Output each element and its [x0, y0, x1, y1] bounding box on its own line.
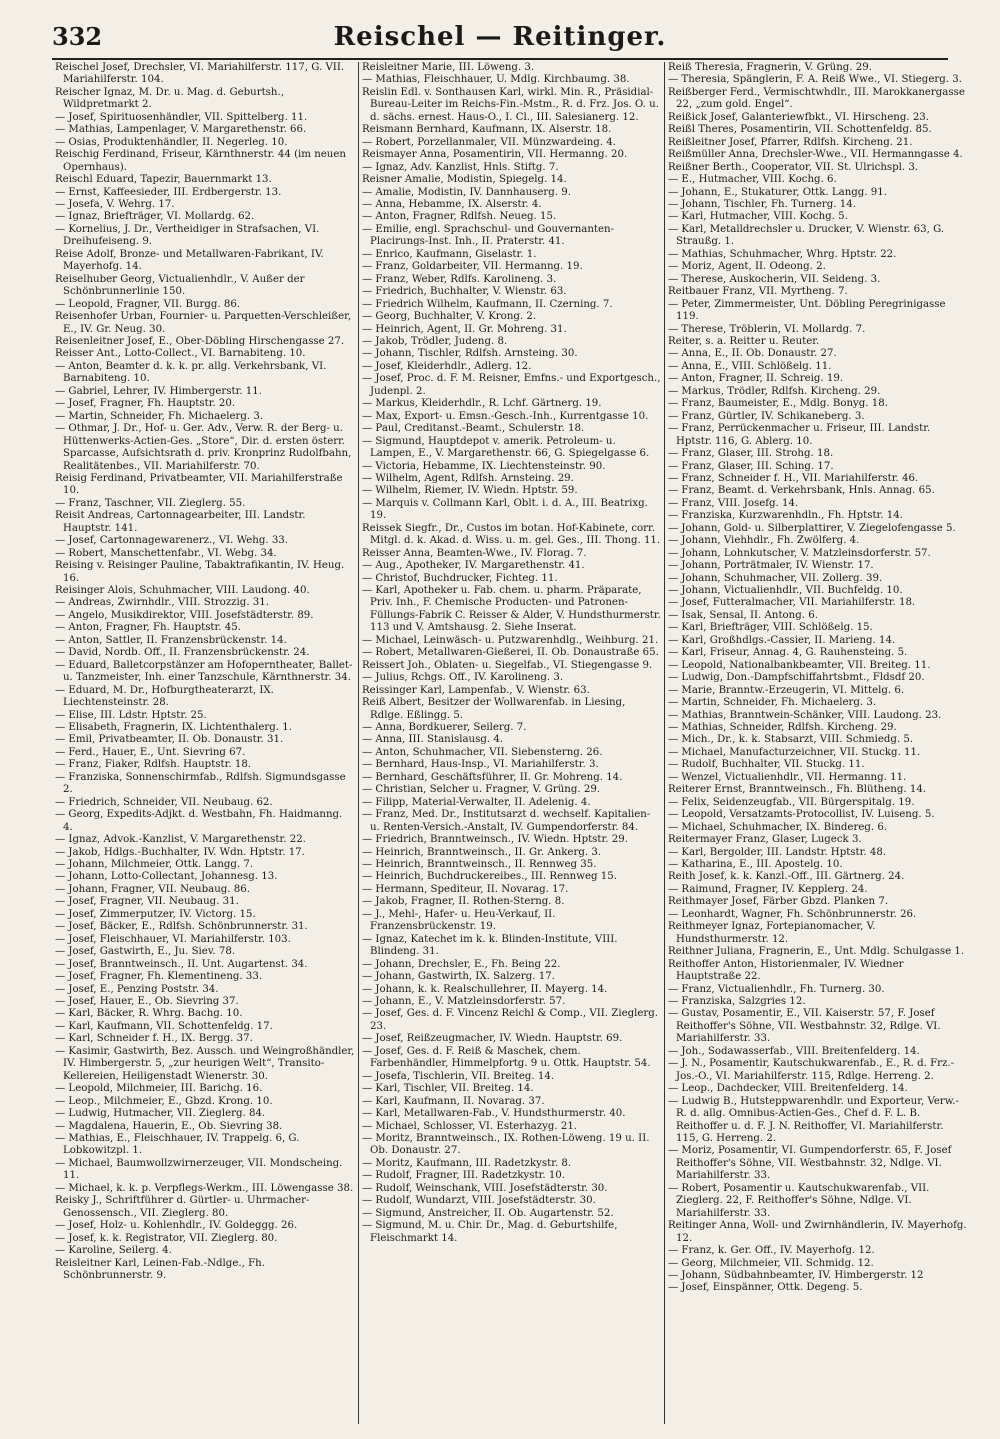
directory-entry: Reisenleitner Josef, E., Ober-Döbling Hirschengasse 27.: [55, 335, 345, 347]
column-right: [664, 62, 970, 1424]
directory-entry: — Filipp, Material-Verwalter, II. Adelenig. 4.: [362, 796, 591, 808]
directory-entry: — Therese, Tröblerin, VI. Mollardg. 7.: [668, 323, 866, 335]
directory-entry: — Leonhardt, Wagner, Fh. Schönbrunnerstr. 26.: [668, 908, 917, 920]
directory-entry: — Magdalena, Hauerin, E., Ob. Sievring 38.: [55, 1120, 283, 1132]
directory-entry: — Josef, Futteralmacher, VII. Mariahilferstr. 18.: [668, 597, 916, 609]
directory-entry: — Franz, k. Ger. Off., IV. Mayerhofg. 12.: [668, 1245, 875, 1257]
directory-entry: Reißick Josef, Galanteriewfbkt., VI. Hirscheng. 23.: [668, 111, 930, 123]
directory-entry: — Julius, Rchgs. Off., IV. Karolineng. 3.: [362, 672, 564, 684]
page-title: Reischel — Reitinger.: [333, 22, 667, 52]
directory-entry: Reisit Andreas, Cartonnagearbeiter, III. Landstr. Hauptstr. 141.: [55, 510, 306, 534]
directory-entry: Reiterer Ernst, Branntweinsch., Fh. Blütheng. 14.: [668, 784, 927, 796]
directory-entry: — Wilhelm, Riemer, IV. Wiedn. Hptstr. 59.: [362, 485, 578, 497]
directory-entry: — Josef, Bäcker, E., Rdlfsh. Schönbrunnerstr. 31.: [55, 921, 308, 933]
directory-entry: — Karl, Friseur, Annag. 4, G. Rauhensteing. 5.: [668, 647, 908, 659]
directory-entry: — Mathias, Schuhmacher, Whrg. Hptstr. 22.: [668, 248, 897, 260]
directory-entry: — Johann, Südbahnbeamter, IV. Himbergerstr. 12: [668, 1269, 924, 1281]
directory-entry: — Othmar, J. Dr., Hof- u. Ger. Adv., Verw. R. der Berg- u. Hüttenwerks-Actien-Ges. „Store“, Dir. d. ersten österr. Sparcasse, Aufsichtsrath d. priv. Kronprinz Rudolfbahn, Realitätenbes., VII. Mariahilferstr. 70.: [55, 423, 352, 472]
directory-entry: — Leop., Milchmeier, E., Gbzd. Krong. 10.: [55, 1095, 273, 1107]
directory-entry: — Heinrich, Agent, II. Gr. Mohreng. 31.: [362, 323, 567, 335]
directory-entry: Reise Adolf, Bronze- und Metallwaren-Fabrikant, IV. Mayerhofg. 14.: [55, 248, 324, 273]
directory-entry: — Johann, Milchmeier, Ottk. Langg. 7.: [55, 859, 254, 870]
directory-entry: — Karl, Großhdlgs.-Cassier, II. Marieng. 14.: [668, 634, 896, 646]
directory-entry: — Karl, Kaufmann, VII. Schottenfeldg. 17.: [55, 1020, 273, 1032]
directory-entry: — Karl, Briefträger, VIII. Schlößelg. 15.: [668, 622, 873, 634]
directory-entry: — Anton, Fragner, Fh. Hauptstr. 45.: [55, 622, 241, 634]
directory-entry: — Hermann, Spediteur, II. Novarag. 17.: [362, 883, 569, 895]
directory-entry: — Anna, E., II. Ob. Donaustr. 27.: [668, 348, 837, 360]
directory-entry: — Jakob, Trödler, Judeng. 8.: [362, 335, 508, 347]
directory-entry: — Michael, Baumwollzwirnerzeuger, VII. Mondscheing. 11.: [55, 1157, 343, 1182]
directory-entry: — Josef, Fleischhauer, VI. Mariahilferstr. 103.: [55, 933, 291, 945]
directory-entry: Reisser Ant., Lotto-Collect., VI. Barnabiteng. 10.: [55, 348, 306, 360]
directory-entry: — Johann, Lohnkutscher, V. Matzleinsdorferstr. 57.: [668, 547, 931, 559]
directory-entry: Reißberger Ferd., Vermischtwhdlr., III. Marokkanergasse 22, „zum gold. Engel“.: [668, 86, 965, 111]
directory-entry: — Friedrich, Branntweinsch., IV. Wiedn. Hptstr. 29.: [362, 834, 628, 846]
directory-entry: Reitbauer Franz, VII. Myrtheng. 7.: [668, 286, 848, 298]
directory-entry: Reith Josef, k. k. Kanzl.-Off., III. Gärtnerg. 24.: [668, 871, 905, 883]
directory-entry: — Mathias, Fleischhauer, U. Mdlg. Kirchbaumg. 38.: [362, 74, 630, 86]
directory-entry: — Franz, Glaser, III. Strohg. 18.: [668, 448, 834, 460]
directory-entry: — Franz, Gürtler, IV. Schikaneberg. 3.: [668, 410, 865, 422]
directory-entry: — Jakob, Fragner, II. Rothen-Sterng. 8.: [362, 896, 565, 908]
directory-entry: — Johann, Tischler, Rdlfsh. Arnsteing. 30.: [362, 348, 578, 360]
directory-entry: — Mathias, E., Fleischhauer, IV. Trappelg. 6, G. Lobkowitzpl. 1.: [55, 1132, 300, 1157]
directory-entry: — Leopold, Fragner, VII. Burgg. 86.: [55, 298, 241, 310]
directory-entry: Reising v. Reisinger Pauline, Tabaktrafikantin, IV. Heug. 16.: [55, 560, 345, 584]
directory-entry: — Friedrich, Buchhalter, V. Wienstr. 63.: [362, 286, 567, 298]
directory-entry: — Johann, Gold- u. Silberplattirer, V. Ziegelofengasse 5.: [668, 522, 956, 534]
directory-entry: — Rudolf, Weinschank, VIII. Josefstädterstr. 30.: [362, 1182, 608, 1194]
directory-entry: — Ludwig, Hutmacher, VII. Zieglerg. 84.: [55, 1108, 266, 1120]
directory-entry: — Markus, Trödler, Rdlfsh. Kircheng. 29.: [668, 385, 881, 397]
directory-columns: [52, 62, 970, 1424]
directory-entry: — Karl, Schneider f. H., IX. Bergg. 37.: [55, 1033, 253, 1045]
directory-entry: — Josef, E., Penzing Poststr. 34.: [55, 983, 219, 995]
directory-entry: — Peter, Zimmermeister, Unt. Döbling Peregrinigasse 119.: [668, 298, 946, 323]
directory-entry: — Josef, Cartonnagewarenerz., VI. Wehg. 33.: [55, 535, 289, 547]
directory-entry: Reischer Ignaz, M. Dr. u. Mag. d. Geburtsh., Wildpretmarkt 2.: [55, 86, 284, 111]
directory-entry: — Karl, Tischler, VII. Breiteg. 14.: [362, 1083, 534, 1095]
directory-entry: — Sigmund, Anstreicher, II. Ob. Augartenstr. 52.: [362, 1207, 614, 1219]
column-middle: [358, 62, 664, 1424]
directory-entry: — Josef, Einspänner, Ottk. Degeng. 5.: [668, 1282, 863, 1294]
directory-entry: Reißl Theres, Posamentirin, VII. Schottenfeldg. 85.: [668, 124, 932, 136]
directory-entry: — Joh., Sodawasserfab., VIII. Breitenfelderg. 14.: [668, 1045, 920, 1057]
directory-entry: — Franz, Glaser, III. Sching. 17.: [668, 460, 834, 472]
directory-entry: — Leop., Dachdecker, VIII. Breitenfelderg. 14.: [668, 1083, 908, 1095]
directory-entry: — Michael, Schuhmacher, IX. Bindereg. 6.: [668, 821, 888, 833]
directory-entry: — Rudolf, Wundarzt, VIII. Josefstädterstr. 30.: [362, 1195, 596, 1207]
directory-entry: — Mathias, Lampenlager, V. Margarethenstr. 66.: [55, 124, 307, 136]
directory-entry: Reisig Ferdinand, Privatbeamter, VII. Mariahilferstraße 10.: [55, 472, 343, 497]
directory-entry: — Enrico, Kaufmann, Giselastr. 1.: [362, 248, 537, 260]
directory-entry: — Johann, Lotto-Collectant, Johannesg. 13.: [55, 871, 278, 883]
directory-entry: — Ignaz, Adv. Kanzlist, Hnls. Stiftg. 7.: [362, 161, 559, 173]
directory-entry: — Josef, Fragner, Fh. Hauptstr. 20.: [55, 398, 236, 410]
column-left: [52, 62, 358, 1424]
header-rule: [52, 58, 948, 60]
directory-entry: — Josef, Fragner, Fh. Klementineng. 33.: [55, 971, 263, 983]
directory-entry: — Franz, VIII. Josefg. 14.: [668, 497, 799, 509]
directory-entry: — Raimund, Fragner, IV. Kepplerg. 24.: [668, 883, 868, 895]
directory-entry: — Georg, Buchhalter, V. Krong. 2.: [362, 311, 537, 323]
directory-entry: — Michael, k. k. p. Verpflegs-Werkm., III. Löwengasse 38.: [55, 1182, 354, 1194]
directory-entry: — Johann, Gastwirth, IX. Salzerg. 17.: [362, 971, 555, 983]
directory-entry: — Ludwig, Don.-Dampfschiffahrtsbmt., Fldsdf 20.: [668, 672, 925, 684]
directory-entry: — Karl, Metallwaren-Fab., V. Hundsthurmerstr. 40.: [362, 1108, 626, 1120]
directory-entry: — J., Mehl-, Hafer- u. Heu-Verkauf, II. Franzensbrückenstr. 19.: [362, 908, 556, 933]
directory-entry: — Jakob, Hdlgs.-Buchhalter, IV. Wdn. Hptstr. 17.: [55, 846, 305, 858]
directory-entry: Reithmeyer Ignaz, Fortepianomacher, V. Hundsthurmerstr. 12.: [668, 921, 876, 945]
directory-entry: — Anton, Fragner, II. Schreig. 19.: [668, 373, 844, 385]
directory-entry: — Franz, Goldarbeiter, VII. Hermanng. 19.: [362, 261, 583, 273]
directory-entry: Reissinger Karl, Lampenfab., V. Wienstr. 63.: [362, 684, 590, 696]
directory-entry: — Therese, Auskocherin, VII. Seideng. 3.: [668, 273, 881, 285]
directory-entry: — Max, Export- u. Emsn.-Gesch.-Inh., Kurrentgasse 10.: [362, 410, 649, 422]
directory-entry: — Ignaz, Briefträger, VI. Mollardg. 62.: [55, 211, 255, 223]
directory-entry: — Wilhelm, Agent, Rdlfsh. Arnsteing. 29.: [362, 472, 574, 484]
directory-entry: Reismayer Anna, Posamentirin, VII. Hermanng. 20.: [362, 149, 628, 161]
directory-entry: — Josef, k. k. Registrator, VII. Zieglerg. 80.: [55, 1232, 278, 1244]
directory-entry: — Amalie, Modistin, IV. Dannhauserg. 9.: [362, 186, 571, 198]
directory-entry: — Eduard, Balletcorpstänzer am Hofoperntheater, Ballet- u. Tanzmeister, Inh. einer Tanzschule, Kärnthnerstr. 34.: [55, 659, 353, 684]
directory-entry: — Emilie, engl. Sprachschul- und Gouvernanten-Placirungs-Inst. Inh., II. Praterstr. 41.: [362, 223, 615, 248]
directory-entry: Reisinger Alois, Schuhmacher, VIII. Laudong. 40.: [55, 585, 310, 597]
directory-entry: Reisleitner Karl, Leinen-Fab.-Ndlge., Fh. Schönbrunnerstr. 9.: [55, 1257, 265, 1281]
directory-entry: — E., Hutmacher, VIII. Kochg. 6.: [668, 174, 837, 186]
directory-entry: — Heinrich, Buchdruckereibes., III. Rennweg 15.: [362, 871, 617, 883]
directory-entry: — Sigmund, M. u. Chir. Dr., Mag. d. Geburtshilfe, Fleischmarkt 14.: [362, 1220, 618, 1244]
directory-entry: — Ludwig B., Hutsteppwarenhdlr. und Exporteur, Verw.-R. d. allg. Omnibus-Actien-Ges., Chef d. F. L. B. Reithoffer u. d. F. J. N. Reithoffer, VI. Mariahilferstr. 115, G. Herreng. 2.: [668, 1095, 959, 1144]
directory-entry: Reithner Juliana, Fragnerin, E., Unt. Mdlg. Schulgasse 1.: [668, 946, 965, 958]
directory-entry: — Ignaz, Advok.-Kanzlist, V. Margarethenstr. 22.: [55, 834, 306, 846]
directory-entry: — Eduard, M. Dr., Hofburgtheaterarzt, IX. Liechtensteinstr. 28.: [55, 684, 274, 709]
directory-entry: — Karl, Bergolder, III. Landstr. Hptstr. 48.: [668, 846, 887, 858]
directory-entry: Reisner Amalie, Modistin, Spiegelg. 14.: [362, 174, 567, 186]
directory-entry: — Isak, Sensal, II. Antong. 6.: [668, 609, 818, 621]
directory-entry: Reiß Theresia, Fragnerin, V. Grüng. 29.: [668, 62, 872, 73]
directory-entry: — Johann, Victualienhdlr., VII. Buchfeldg. 10.: [668, 585, 903, 597]
directory-entry: — Robert, Posamentir u. Kautschukwarenfab., VII. Zieglerg. 22, F. Reithoffer's Söhne, Ndlge. VI. Mariahilferstr. 33.: [668, 1182, 930, 1219]
directory-entry: — Marie, Branntw.-Erzeugerin, VI. Mittelg. 6.: [668, 684, 905, 696]
directory-entry: — Rudolf, Buchhalter, VII. Stuckg. 11.: [668, 759, 865, 771]
directory-entry: — Heinrich, Branntweinsch., II. Gr. Ankerg. 3.: [362, 846, 602, 858]
directory-entry: Reisky J., Schriftführer d. Gürtler- u. Uhrmacher-Genossensch., VII. Zieglerg. 80.: [55, 1195, 310, 1219]
directory-entry: — Franz, Taschner, VII. Zieglerg. 55.: [55, 497, 246, 509]
directory-entry: — Andreas, Zwirnhdlr., VIII. Strozzig. 31.: [55, 597, 270, 609]
directory-entry: — Franziska, Kurzwarenhdln., Fh. Hptstr. 14.: [668, 510, 903, 522]
directory-entry: — Moriz, Posamentir, VI. Gumpendorferstr. 65, F. Josef Reithoffer's Söhne, VII. Westbahnstr. 32, Ndlge. VI. Mariahilferstr. 33.: [668, 1145, 952, 1182]
directory-entry: — Robert, Metallwaren-Gießerei, II. Ob. Donaustraße 65.: [362, 647, 659, 659]
directory-entry: — Johann, Porträtmaler, IV. Wienstr. 17.: [668, 560, 874, 572]
directory-entry: — Franziska, Salzgries 12.: [668, 995, 806, 1007]
directory-entry: Reischl Eduard, Tapezir, Bauernmarkt 13.: [55, 174, 272, 186]
directory-entry: — Katharina, E., III. Apostelg. 10.: [668, 859, 843, 870]
directory-entry: — Josef, Fragner, VII. Neubaug. 31.: [55, 896, 239, 908]
directory-entry: — Martin, Schneider, Fh. Michaelerg. 3.: [668, 697, 877, 709]
directory-entry: — Heinrich, Branntweinsch., II. Rennweg 35.: [362, 859, 597, 870]
directory-entry: — Bernhard, Geschäftsführer, II. Gr. Mohreng. 14.: [362, 771, 623, 783]
directory-entry: — Franz, Fiaker, Rdlfsh. Hauptstr. 18.: [55, 759, 252, 771]
directory-entry: — Anna, Bordkuerer, Seilerg. 7.: [362, 722, 527, 734]
directory-entry: — Anna, Hebamme, IX. Alserstr. 4.: [362, 198, 542, 210]
directory-entry: — Michael, Schlosser, VI. Esterhazyg. 21.: [362, 1120, 578, 1132]
directory-entry: — Gabriel, Lehrer, IV. Himbergerstr. 11.: [55, 385, 262, 397]
directory-entry: — Johann, Viehhdlr., Fh. Zwölferg. 4.: [668, 535, 860, 547]
directory-entry: Reischel Josef, Drechsler, VI. Mariahilferstr. 117, G. VII. Mariahilferstr. 104.: [55, 62, 345, 86]
directory-entry: — Josef, Proc. d. F. M. Reisner, Emfns.- und Exportgesch., Judenpl. 2.: [362, 373, 661, 397]
directory-entry: Reissek Siegfr., Dr., Custos im botan. Hof-Kabinete, corr. Mitgl. d. k. Akad. d. Wiss. u. m. gel. Ges., III. Thong. 11.: [362, 522, 661, 547]
directory-entry: — Kornelius, J. Dr., Vertheidiger in Strafsachen, VI. Dreihufeiseng. 9.: [55, 223, 320, 248]
directory-entry: — Anna, III. Stanislausg. 4.: [362, 734, 504, 746]
directory-entry: — Franz, Med. Dr., Institutsarzt d. wechself. Kapitalien- u. Renten-Versich.-Anstalt, IV. Gumpendorferstr. 84.: [362, 809, 651, 833]
directory-entry: — Josef, Kleiderhdlr., Adlerg. 12.: [362, 360, 532, 372]
directory-entry: — Franz, Beamt. d. Verkehrsbank, Hnls. Annag. 65.: [668, 485, 935, 497]
directory-entry: — Josef, Branntweinsch., II. Unt. Augartenst. 34.: [55, 958, 308, 970]
directory-entry: — Anton, Beamter d. k. k. pr. allg. Verkehrsbank, VI. Barnabiteng. 10.: [55, 360, 327, 385]
directory-entry: — Josef, Hauer, E., Ob. Sievring 37.: [55, 995, 239, 1007]
directory-entry: — Ferd., Hauer, E., Unt. Sievring 67.: [55, 746, 246, 758]
directory-entry: — Wenzel, Victualienhdlr., VII. Hermanng. 11.: [668, 771, 907, 783]
directory-entry: Reiselhuber Georg, Victualienhdlr., V. Außer der Schönbrunnerlinie 150.: [55, 273, 305, 298]
directory-entry: — Michael, Manufacturzeichner, VII. Stuckg. 11.: [668, 746, 921, 758]
directory-entry: — Mathias, Branntwein-Schänker, VIII. Laudong. 23.: [668, 709, 942, 721]
directory-entry: — Georg, Expedits-Adjkt. d. Westbahn, Fh. Haidmanng. 4.: [55, 809, 343, 833]
directory-entry: Reisleitner Marie, III. Löweng. 3.: [362, 62, 535, 73]
directory-entry: — Johann, Fragner, VII. Neubaug. 86.: [55, 883, 250, 895]
directory-entry: — Martin, Schneider, Fh. Michaelerg. 3.: [55, 410, 264, 422]
directory-entry: — Johann, Schuhmacher, VII. Zollerg. 39.: [668, 572, 883, 584]
directory-entry: — Josef, Ges. d. F. Reiß & Maschek, chem. Farbenhändler, Himmelpfortg. 9 u. Ottk. Hauptstr. 54.: [362, 1045, 651, 1070]
directory-entry: — Franz, Victualienhdlr., Fh. Turnerg. 30.: [668, 983, 885, 995]
directory-entry: — Kasimir, Gastwirth, Bez. Aussch. und Weingroßhändler, IV. Himbergerstr. 5, „zur heurigen Welt“, Transito-Kellereien, Heiligenstadt Wienerstr. 30.: [55, 1045, 355, 1082]
directory-entry: — Franziska, Sonnenschirmfab., Rdlfsh. Sigmundsgasse 2.: [55, 771, 346, 796]
directory-entry: Reisenhofer Urban, Fournier- u. Parquetten-Verschleißer, E., IV. Gr. Neug. 30.: [55, 311, 352, 335]
directory-entry: Reischig Ferdinand, Friseur, Kärnthnerstr. 44 (im neuen Opernhaus).: [55, 149, 346, 173]
directory-entry: — Anton, Fragner, Rdlfsh. Neueg. 15.: [362, 211, 557, 223]
directory-entry: — Karl, Kaufmann, II. Novarag. 37.: [362, 1095, 545, 1107]
directory-entry: Reislin Edl. v. Sonthausen Karl, wirkl. Min. R., Präsidial-Bureau-Leiter im Reichs-Fin.-Mstm., R. d. Frz. Jos. O. u. d. sächs. ernest. Haus-O., I. Cl., III. Salesianerg. 12.: [362, 86, 659, 123]
directory-entry: Reißmüller Anna, Drechsler-Wwe., VII. Hermanngasse 4.: [668, 149, 963, 161]
directory-entry: — Josef, Ges. d. F. Vincenz Reichl & Comp., VII. Zieglerg. 23.: [362, 1008, 659, 1032]
directory-entry: — Johann, E., Stukaturer, Ottk. Langg. 91.: [668, 186, 888, 198]
directory-entry: — J. N., Posamentir, Kautschukwarenfab., E., R. d. Frz.-Jos.-O., VI. Mariahilferstr. 115, Rdlge. Herreng. 2.: [668, 1058, 955, 1082]
directory-entry: — Moriz, Agent, II. Odeong. 2.: [668, 261, 826, 273]
directory-entry: Reismann Bernhard, Kaufmann, IX. Alserstr. 18.: [362, 124, 612, 136]
directory-entry: — Bernhard, Haus-Insp., VI. Mariahilferstr. 3.: [362, 759, 599, 771]
directory-entry: — Christof, Buchdrucker, Fichteg. 11.: [362, 572, 558, 584]
directory-entry: Reithoffer Anton, Historienmaler, IV. Wiedner Hauptstraße 22.: [668, 958, 904, 983]
directory-entry: Reiß Albert, Besitzer der Wollwarenfab. in Liesing, Rdlge. Eßlingg. 5.: [362, 697, 626, 721]
directory-entry: — Leopold, Nationalbankbeamter, VII. Breiteg. 11.: [668, 659, 931, 671]
directory-entry: — Karl, Metalldrechsler u. Drucker, V. Wienstr. 63, G. Straußg. 1.: [668, 223, 945, 248]
directory-entry: — Robert, Manschettenfabr., VI. Webg. 34.: [55, 547, 277, 559]
directory-entry: — Friedrich, Schneider, VII. Neubaug. 62.: [55, 796, 273, 808]
directory-entry: — Angelo, Musikdirektor, VIII. Josefstädterstr. 89.: [55, 609, 314, 621]
directory-entry: — Josef, Spirituosenhändler, VII. Spittelberg. 11.: [55, 111, 308, 123]
directory-entry: — Emil, Privatbeamter, II. Ob. Donaustr. 31.: [55, 734, 284, 746]
directory-entry: Reitermayer Franz, Glaser, Lugeck 3.: [668, 834, 862, 846]
directory-entry: Reitinger Anna, Woll- und Zwirnhändlerin, IV. Mayerhofg. 12.: [668, 1220, 967, 1244]
directory-entry: — Mich., Dr., k. k. Stabsarzt, VIII. Schmiedg. 5.: [668, 734, 914, 746]
directory-entry: — Anna, E., VIII. Schlößelg. 11.: [668, 360, 832, 372]
directory-entry: — Christian, Selcher u. Fragner, V. Grüng. 29.: [362, 784, 601, 796]
directory-entry: — Franz, Baumeister, E., Mdlg. Bonyg. 18.: [668, 398, 888, 410]
directory-entry: — Markus, Kleiderhdlr., R. Lchf. Gärtnerg. 19.: [362, 398, 602, 410]
directory-entry: — Johann, Tischler, Fh. Turnerg. 14.: [668, 198, 856, 210]
directory-entry: — Josef, Zimmerputzer, IV. Victorg. 15.: [55, 908, 256, 920]
directory-entry: — Mathias, Schneider, Rdlfsh. Kircheng. 29.: [668, 722, 897, 734]
directory-entry: Reisser Anna, Beamten-Wwe., IV. Florag. 7.: [362, 547, 587, 559]
directory-entry: — Leopold, Milchmeier, III. Barichg. 16.: [55, 1083, 263, 1095]
directory-entry: — Anton, Sattler, II. Franzensbrückenstr. 14.: [55, 634, 287, 646]
directory-entry: — Theresia, Spänglerin, F. A. Reiß Wwe., VI. Stiegerg. 3.: [668, 74, 962, 86]
directory-entry: — Marquis v. Collmann Karl, Oblt. i. d. A., III. Beatrixg. 19.: [362, 497, 648, 522]
directory-entry: — Victoria, Hebamme, IX. Liechtensteinstr. 90.: [362, 460, 606, 472]
directory-entry: Reissert Joh., Oblaten- u. Siegelfab., VI. Stiegengasse 9.: [362, 659, 653, 671]
directory-entry: — Ernst, Kaffeesieder, III. Erdbergerstr. 13.: [55, 186, 282, 198]
directory-entry: — Moritz, Kaufmann, III. Radetzkystr. 8.: [362, 1157, 572, 1169]
directory-entry: — Elise, III. Ldstr. Hptstr. 25.: [55, 709, 207, 721]
directory-entry: Reithmayer Josef, Färber Gbzd. Planken 7.: [668, 896, 889, 908]
directory-entry: — Gustav, Posamentir, E., VII. Kaiserstr. 57, F. Josef Reithoffer's Söhne, VII. Westbahnstr. 32, Rdlge. VI. Mariahilferstr. 33.: [668, 1008, 941, 1045]
directory-entry: — Karl, Hutmacher, VIII. Kochg. 5.: [668, 211, 848, 223]
directory-entry: — Josefa, Tischlerin, VII. Breiteg. 14.: [362, 1070, 555, 1082]
directory-entry: — Johann, E., V. Matzleinsdorferstr. 57.: [362, 995, 566, 1007]
directory-entry: — Paul, Creditanst.-Beamt., Schulerstr. 18.: [362, 423, 585, 435]
directory-entry: — Josef, Reißzeugmacher, IV. Wiedn. Hauptstr. 69.: [362, 1033, 623, 1045]
directory-entry: — Robert, Porzellanmaler, VII. Münzwardeing. 4.: [362, 136, 617, 148]
directory-entry: — Felix, Seidenzeugfab., VII. Bürgerspitalg. 19.: [668, 796, 915, 808]
directory-entry: — Michael, Leinwäsch- u. Putzwarenhdlg., Weihburg. 21.: [362, 634, 659, 646]
directory-entry: — Friedrich Wilhelm, Kaufmann, II. Czerning. 7.: [362, 298, 613, 310]
directory-entry: — Rudolf, Fragner, III. Radetzkystr. 10.: [362, 1170, 566, 1182]
directory-entry: — Franz, Schneider f. H., VII. Mariahilferstr. 46.: [668, 472, 919, 484]
directory-entry: Reiter, s. a. Reitter u. Reuter.: [668, 335, 820, 347]
directory-entry: — Franz, Perrückenmacher u. Friseur, III. Landstr. Hptstr. 116, G. Ablerg. 10.: [668, 423, 931, 447]
directory-entry: — Anton, Schuhmacher, VII. Siebensterng. 26.: [362, 746, 603, 758]
directory-entry: — Ignaz, Katechet im k. k. Blinden-Institute, VIII. Blindeng. 31.: [362, 933, 618, 958]
directory-entry: — Aug., Apotheker, IV. Margarethenstr. 41.: [362, 560, 585, 572]
directory-entry: — Franz, Weber, Rdlfs. Karolineng. 3.: [362, 273, 557, 285]
directory-entry: — David, Nordb. Off., II. Franzensbrückenstr. 24.: [55, 647, 310, 659]
directory-entry: — Johann, k. k. Realschullehrer, II. Mayerg. 14.: [362, 983, 608, 995]
directory-entry: — Josefa, V. Wehrg. 17.: [55, 198, 175, 210]
directory-entry: — Osias, Produktenhändler, II. Negerleg. 10.: [55, 136, 288, 148]
directory-entry: — Johann, Drechsler, E., Fh. Being 22.: [362, 958, 561, 970]
page-number: 332: [52, 22, 103, 51]
directory-entry: Reißleitner Josef, Pfarrer, Rdlfsh. Kircheng. 21.: [668, 136, 913, 148]
directory-entry: — Karl, Bäcker, R. Whrg. Bachg. 10.: [55, 1008, 243, 1020]
directory-entry: — Karl, Apotheker u. Fab. chem. u. pharm. Präparate, Priv. Inh., F. Chemische Producten- und Patronen-Füllungs-Fabrik C. Reisser & Alder, V. Hundsthurmerstr. 113 und V. Amtshausg. 2. Siehe Inserat.: [362, 585, 661, 634]
directory-entry: — Karoline, Seilerg. 4.: [55, 1245, 172, 1257]
directory-entry: — Josef, Gastwirth, E., Ju. Siev. 78.: [55, 946, 236, 958]
directory-entry: — Georg, Milchmeier, VII. Schmidg. 12.: [668, 1257, 874, 1269]
directory-entry: — Leopold, Versatzamts-Protocollist, IV. Luiseng. 5.: [668, 809, 935, 821]
directory-entry: Reißner Berth., Cooperator, VII. St. Ulrichspl. 3.: [668, 161, 919, 173]
directory-entry: — Sigmund, Hauptdepot v. amerik. Petroleum- u. Lampen, E., V. Margarethenstr. 66, G. Spiegelgasse 6.: [362, 435, 650, 460]
directory-entry: — Elisabeth, Fragnerin, IX. Lichtenthalerg. 1.: [55, 722, 292, 734]
directory-entry: — Josef, Holz- u. Kohlenhdlr., IV. Goldeggg. 26.: [55, 1220, 298, 1232]
directory-entry: — Moritz, Branntweinsch., IX. Rothen-Löweng. 19 u. II. Ob. Donaustr. 27.: [362, 1132, 650, 1157]
